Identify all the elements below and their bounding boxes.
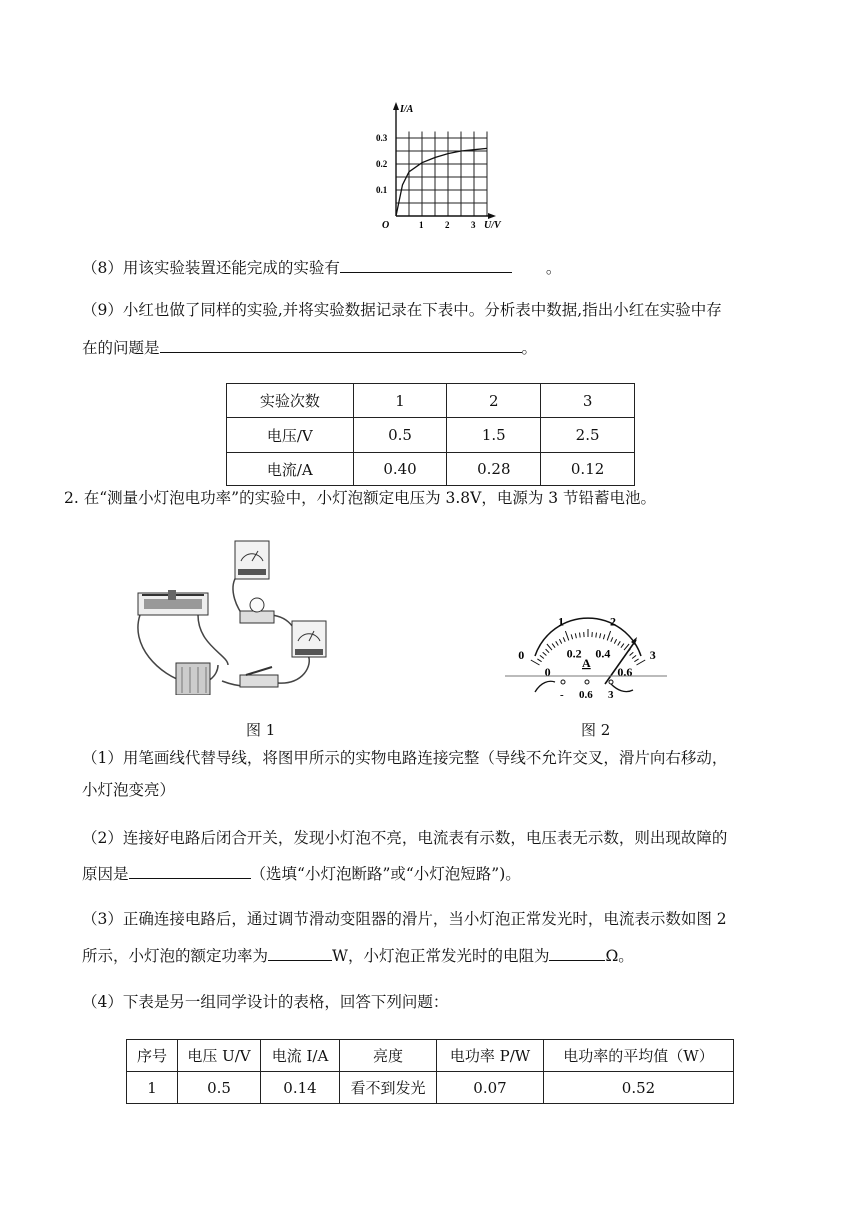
dial-arc [535, 618, 641, 656]
table-cell: 1 [353, 384, 447, 418]
dial-tick [565, 631, 568, 640]
dial-tick [571, 634, 572, 639]
rheostat [138, 590, 208, 615]
y-axis-arrow [393, 102, 399, 110]
p2-question-1-line-2: 小灯泡变亮） [82, 781, 176, 799]
table-cell: 0.52 [544, 1072, 734, 1104]
chart-grid [396, 132, 487, 217]
voltmeter [235, 541, 269, 579]
question-8-text: （8）用该实验装置还能完成的实验有 [82, 259, 340, 277]
terminal-label: 3 [608, 689, 614, 701]
dial-inner-label: 0 [544, 665, 551, 679]
origin-label: O [382, 220, 390, 228]
p2-question-3-text-b: W，小灯泡正常发光时的电阻为 [332, 947, 550, 965]
wire [278, 655, 309, 683]
table-cell: 0.12 [541, 453, 635, 486]
dial-outer-label: 1 [558, 614, 564, 629]
table-row [227, 384, 635, 418]
figure-1-caption: 图 1 [246, 721, 276, 739]
dial-outer-label: 2 [610, 614, 616, 629]
answer-blank-9[interactable] [160, 336, 522, 353]
x-axis-arrow [488, 213, 496, 219]
dial-tick [563, 637, 565, 642]
table-header-cell: 电压 U/V [178, 1040, 261, 1072]
dial-tick [624, 644, 629, 650]
circuit-figure [128, 535, 348, 695]
table-header-row [127, 1040, 734, 1072]
question-9-line-1: （9）小红也做了同样的实验,并将实验数据记录在下表中。分析表中数据,指出小红在实验中存 [82, 301, 722, 319]
dial-tick [547, 644, 552, 650]
dial-tick [537, 659, 541, 662]
table-cell: 看不到发光 [340, 1072, 437, 1104]
dial-tick [540, 655, 544, 658]
x-tick-label: 2 [445, 220, 450, 228]
table-header-cell: 序号 [127, 1040, 178, 1072]
dial-tick [634, 659, 638, 662]
table-row [227, 418, 635, 453]
dial-tick [614, 639, 616, 644]
switch [240, 667, 278, 687]
dial-inner-label: 0.6 [617, 665, 633, 679]
figure-2-caption: 图 2 [581, 721, 611, 739]
dial-tick [580, 633, 581, 638]
x-tick-label: 1 [419, 220, 424, 228]
dial-tick [552, 644, 555, 648]
terminal-dot [561, 680, 565, 684]
ammeter-symbol: A [582, 656, 591, 670]
question-8-end: 。 [545, 259, 562, 277]
dial-outer-label: 0 [518, 648, 525, 662]
p2-question-2-line-2 [82, 862, 521, 885]
bulb [240, 598, 274, 623]
dial-tick [630, 652, 634, 655]
iv-chart [368, 100, 508, 228]
wire [198, 615, 228, 665]
ammeter-device [292, 621, 326, 657]
answer-blank-power[interactable] [268, 944, 332, 961]
dial-tick [559, 639, 561, 644]
answer-blank-p2-2[interactable] [129, 862, 251, 879]
table-cell: 0.5 [178, 1072, 261, 1104]
p2-question-2-line-1: （2）连接好电路后闭合开关，发现小灯泡不亮，电流表有示数，电压表无示数，则出现故障的 [82, 829, 728, 847]
question-8 [82, 256, 561, 279]
question-9-end: 。 [521, 339, 538, 357]
dial-tick [600, 633, 601, 638]
table-header-cell: 电流 I/A [261, 1040, 340, 1072]
dial-inner-label: 0.4 [595, 646, 611, 661]
table-row [227, 453, 635, 486]
ammeter-dial-figure [505, 598, 670, 703]
dial-tick [556, 641, 559, 645]
p2-question-2-text: 原因是 [82, 865, 129, 883]
x-axis-label: U/V [484, 220, 501, 228]
dial-tick [575, 633, 576, 638]
battery [176, 663, 210, 695]
table-cell: 0.07 [437, 1072, 544, 1104]
terminal-wire [535, 681, 555, 692]
table-header-cell: 亮度 [340, 1040, 437, 1072]
p2-question-3-line-2 [82, 944, 634, 967]
problem-2-intro: 2. 在“测量小灯泡电功率”的实验中，小灯泡额定电压为 3.8V，电源为 3 节铅蓄电池。 [64, 489, 657, 507]
table-cell: 1.5 [447, 418, 541, 453]
terminal-label: - [560, 689, 564, 701]
x-tick-label: 3 [471, 220, 476, 228]
table-cell: 0.40 [353, 453, 447, 486]
dial-tick [596, 633, 597, 638]
table-cell: 0.14 [261, 1072, 340, 1104]
terminal-label: 0.6 [579, 689, 593, 701]
y-tick-label: 0.3 [376, 133, 388, 143]
p2-question-4: （4）下表是另一组同学设计的表格，回答下列问题： [82, 993, 449, 1011]
y-tick-label: 0.2 [376, 159, 388, 169]
dial-tick [546, 649, 550, 653]
dial-inner-label: 0.2 [566, 646, 582, 661]
dial-tick [611, 637, 613, 642]
p2-question-2-options: （选填“小灯泡断路”或“小灯泡短路”)。 [250, 865, 521, 883]
wire [233, 577, 243, 615]
dial-tick [543, 652, 547, 655]
terminal-dot [609, 680, 613, 684]
p2-question-3-text-c: Ω。 [605, 947, 634, 965]
dial-tick [618, 641, 621, 645]
dial-tick [607, 631, 610, 640]
table-cell: 2.5 [541, 418, 635, 453]
terminal-dot [585, 680, 589, 684]
dial-tick [603, 634, 604, 639]
table-cell: 0.28 [447, 453, 541, 486]
p2-question-1-line-1: （1）用笔画线代替导线，将图甲所示的实物电路连接完整（导线不允许交叉，滑片向右移动， [82, 749, 728, 767]
terminal-wire [611, 684, 633, 692]
table-cell: 0.5 [353, 418, 447, 453]
table-row [127, 1072, 734, 1104]
y-axis-label: I/A [400, 104, 414, 115]
dial-tick [637, 660, 646, 665]
table-cell: 实验次数 [227, 384, 354, 418]
dial-outer-label: 3 [649, 648, 656, 662]
table-header-cell: 电功率的平均值（W） [544, 1040, 734, 1072]
table-cell: 3 [541, 384, 635, 418]
answer-blank-resistance[interactable] [549, 944, 605, 961]
p2-question-3-line-1: （3）正确连接电路后，通过调节滑动变阻器的滑片，当小灯泡正常发光时，电流表示数如图 2 [82, 910, 727, 928]
table-header-cell: 电功率 P/W [437, 1040, 544, 1072]
table-cell: 1 [127, 1072, 178, 1104]
table-cell: 2 [447, 384, 541, 418]
dial-tick [621, 644, 624, 648]
question-9-text: 在的问题是 [82, 339, 160, 357]
iv-curve [396, 148, 487, 216]
data-table-2 [126, 1039, 734, 1104]
dial-tick [632, 655, 636, 658]
table-cell: 电压/V [227, 418, 354, 453]
table-cell: 电流/A [227, 453, 354, 486]
dial-tick [531, 660, 540, 665]
p2-question-3-text-a: 所示，小灯泡的额定功率为 [82, 947, 269, 965]
answer-blank-8[interactable] [340, 256, 512, 273]
data-table-1 [226, 383, 635, 486]
question-9-line-2 [82, 336, 537, 359]
y-tick-label: 0.1 [376, 185, 388, 195]
